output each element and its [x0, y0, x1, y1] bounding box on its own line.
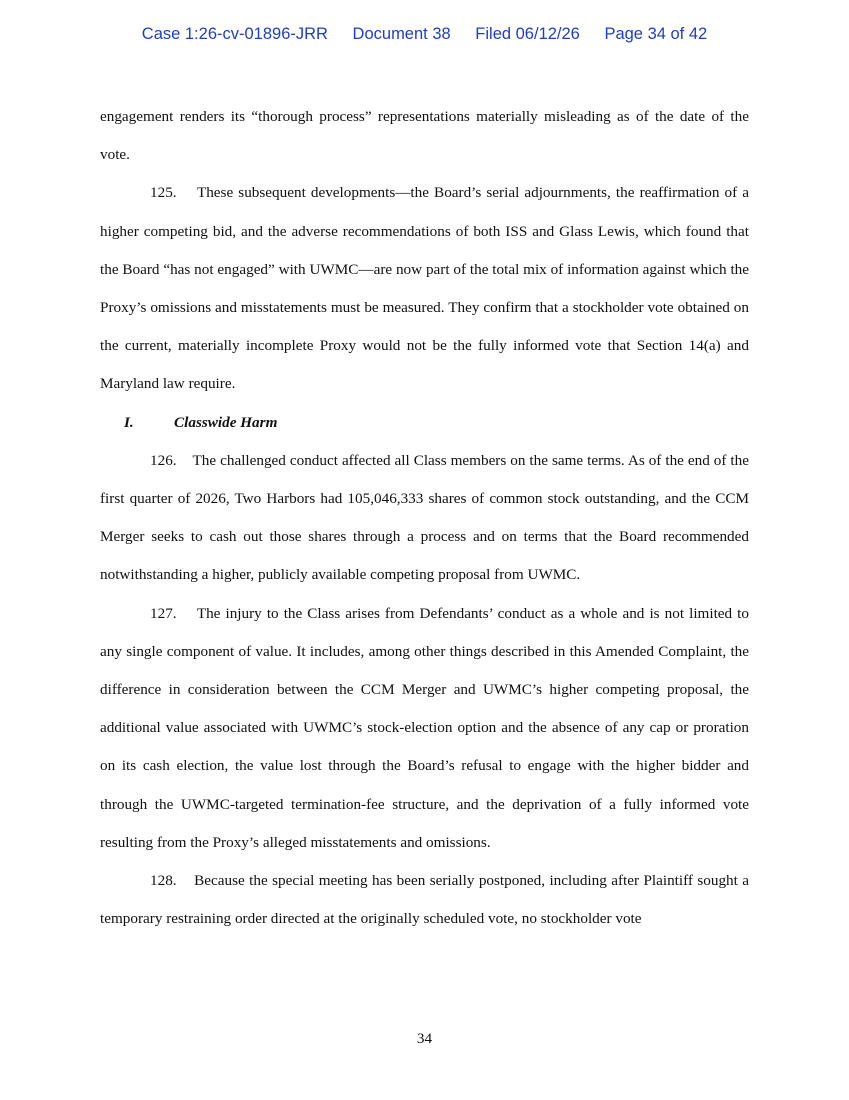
- section-number: I.: [124, 413, 134, 431]
- paragraph-128: 128. Because the special meeting has been serially postponed, including after Plaintiff sought a temporary restraining order directed at the originally scheduled vote, no stockholder vote: [100, 872, 749, 928]
- paragraph-126: 126. The challenged conduct affected all Class members on the same terms. As of the end of the first quarter of 2026, Two Harbors had 105,046,333 shares of common stock outstanding, and the CCM Merger seeks to cash out those shares through a process and on terms that the Board recommended notwithstanding a higher, publicly available competing proposal from UWMC.: [100, 451, 749, 584]
- filed-date: Filed 06/12/26: [475, 25, 580, 43]
- case-number: Case 1:26-cv-01896-JRR: [141, 25, 328, 43]
- case-filing-header: [0, 25, 849, 44]
- document-number: Document 38: [352, 25, 451, 43]
- section-heading: [100, 404, 749, 442]
- document-body: [100, 98, 749, 938]
- paragraph-127: 127. The injury to the Class arises from Defendants’ conduct as a whole and is not limited to any single component of value. It includes, among other things described in this Amended Complaint, the difference in consideration between the CCM Merger and UWMC’s higher competing proposal, the additional value associated with UWMC’s stock-election option and the absence of any cap or proration on its cash election, the value lost through the Board’s refusal to engage with the higher bidder and through the UWMC-targeted termination-fee structure, and the deprivation of a fully informed vote resulting from the Proxy’s alleged misstatements and omissions.: [100, 604, 749, 851]
- section-title: Classwide Harm: [174, 413, 278, 431]
- paragraph-continued: engagement renders its “thorough process” representations materially misleading as of the date of the vote.: [100, 108, 749, 164]
- paragraph-125: 125. These subsequent developments—the Board’s serial adjournments, the reaffirmation of a higher competing bid, and the adverse recommendations of both ISS and Glass Lewis, which found that the Board “has not engaged” with UWMC—are now part of the total mix of information against which the Proxy’s omissions and misstatements must be measured. They confirm that a stockholder vote obtained on the current, materially incomplete Proxy would not be the fully informed vote that Section 14(a) and Maryland law require.: [100, 184, 749, 393]
- page-of-total: Page 34 of 42: [604, 25, 708, 43]
- page-number: 34: [416, 1030, 433, 1047]
